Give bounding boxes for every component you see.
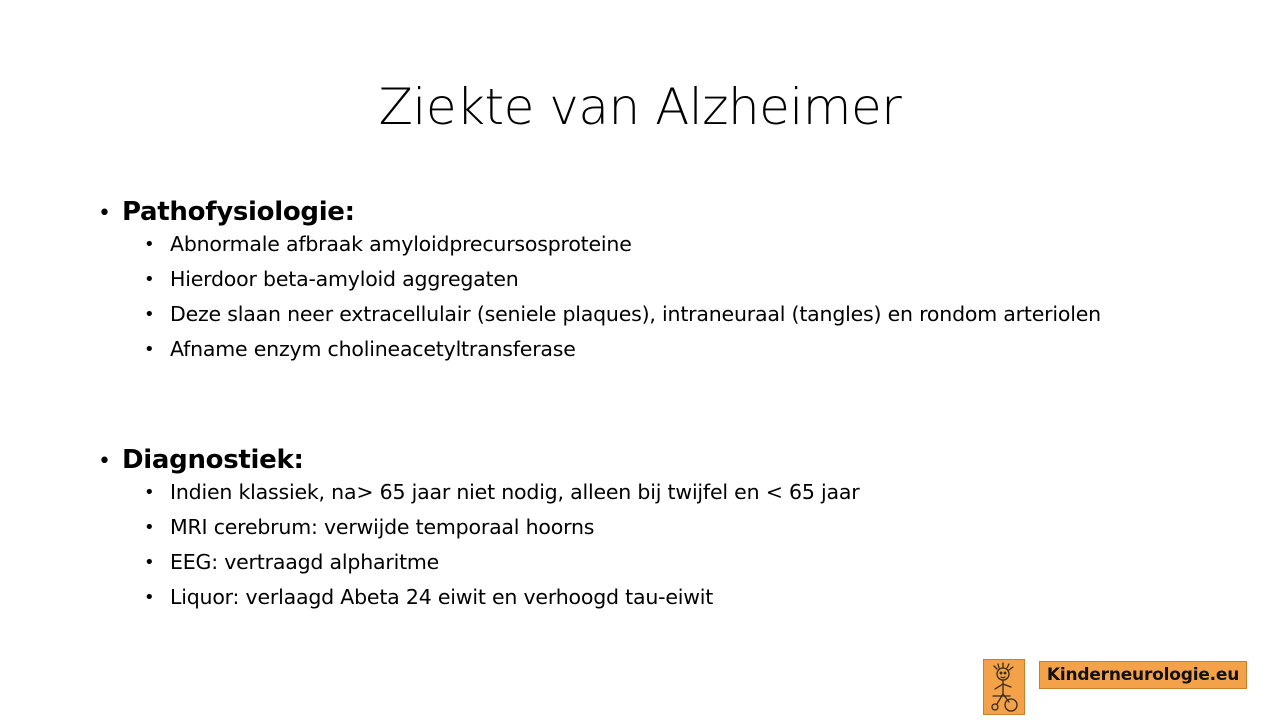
bullet: • xyxy=(144,234,155,255)
list-item xyxy=(144,337,1178,362)
bullet: • xyxy=(144,587,155,608)
list-item-text: MRI cerebrum: verwijde temporaal hoorns xyxy=(170,515,595,539)
bullet: • xyxy=(98,449,111,474)
section-heading-row xyxy=(98,440,1178,480)
section-heading-row xyxy=(98,192,1178,232)
list-item xyxy=(144,232,1178,257)
section-heading: Pathofysiologie: xyxy=(122,197,355,227)
section-diagnostiek xyxy=(98,440,1178,620)
bullet: • xyxy=(144,552,155,573)
list-item-text: Indien klassiek, na> 65 jaar niet nodig, alleen bij twijfel en < 65 jaar xyxy=(170,480,860,504)
bullet-list xyxy=(144,232,1178,362)
bullet: • xyxy=(144,339,155,360)
section-pathofysiologie xyxy=(98,192,1178,372)
bullet: • xyxy=(144,304,155,325)
list-item xyxy=(144,267,1178,292)
child-figure-icon xyxy=(983,659,1025,715)
list-item-text: Liquor: verlaagd Abeta 24 eiwit en verhoogd tau-eiwit xyxy=(170,585,714,609)
logo xyxy=(983,659,1247,715)
slide-title: Ziekte van Alzheimer xyxy=(378,78,902,136)
list-item xyxy=(144,480,1178,505)
section-heading: Diagnostiek: xyxy=(122,445,304,475)
list-item xyxy=(144,515,1178,540)
bullet-list xyxy=(144,480,1178,610)
list-item xyxy=(144,550,1178,575)
child-figure-icon-graphic xyxy=(984,660,1024,714)
list-item-text: Afname enzym cholineacetyltransferase xyxy=(170,337,576,361)
list-item-text: EEG: vertraagd alpharitme xyxy=(170,550,440,574)
list-item-text: Hierdoor beta-amyloid aggregaten xyxy=(170,267,519,291)
list-item xyxy=(144,585,1178,610)
list-item-text: Deze slaan neer extracellulair (seniele plaques), intraneuraal (tangles) en rondom arteriolen xyxy=(170,302,1101,326)
list-item xyxy=(144,302,1178,327)
bullet: • xyxy=(144,269,155,290)
bullet: • xyxy=(98,201,111,226)
list-item-text: Abnormale afbraak amyloidprecursosproteine xyxy=(170,232,632,256)
bullet: • xyxy=(144,482,155,503)
logo-text: Kinderneurologie.eu xyxy=(1039,661,1247,689)
bullet: • xyxy=(144,517,155,538)
